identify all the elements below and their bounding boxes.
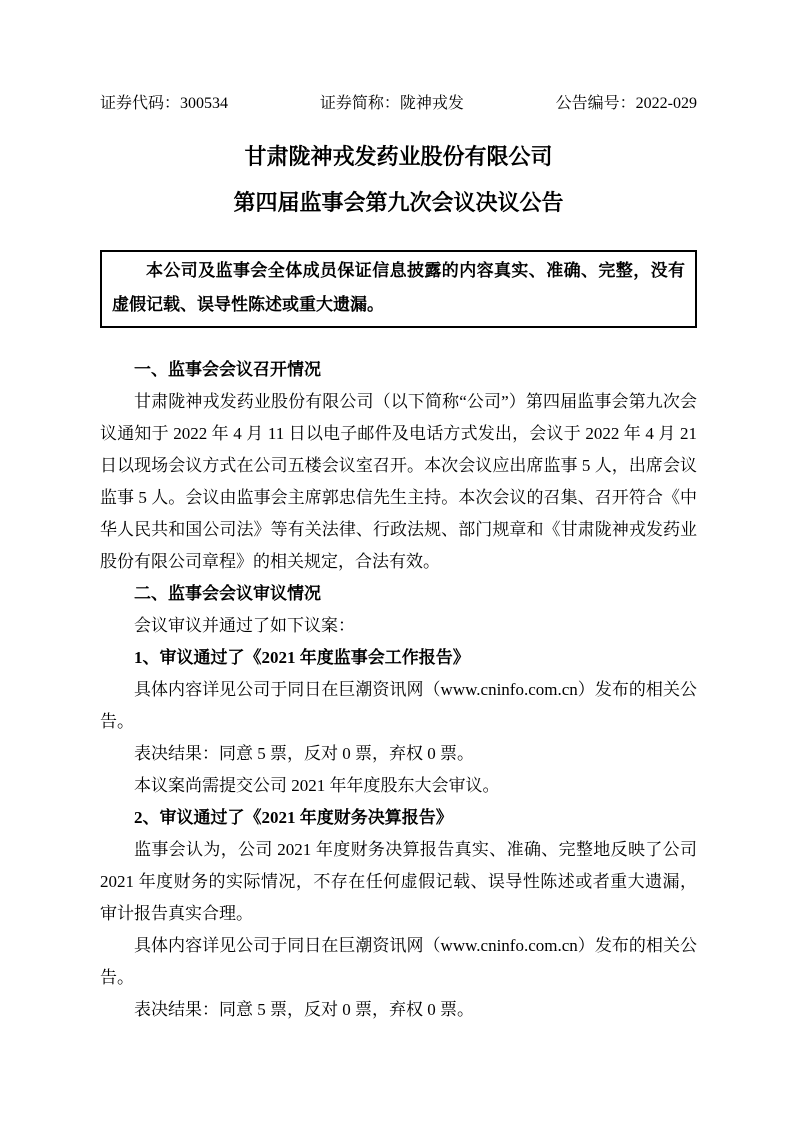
item1-heading: 1、审议通过了《2021 年度监事会工作报告》	[134, 648, 470, 667]
item2-vote-result: 表决结果：同意 5 票，反对 0 票，弃权 0 票。	[134, 1000, 474, 1019]
section1-heading: 一、监事会会议召开情况	[134, 360, 321, 379]
stock-short-name-label: 证券简称：陇神戎发	[319, 95, 464, 112]
document-header-row	[100, 93, 697, 114]
company-name-title: 甘肃陇神戎发药业股份有限公司	[244, 144, 553, 169]
section1-paragraph: 甘肃陇神戎发药业股份有限公司（以下简称“公司”）第四届监事会第九次会议通知于 2022 年 4 月 11 日以电子邮件及电话方式发出，会议于 2022 年 4 月 21 日以现场会议方式在公司五楼会议室召开。本次会议应出席监事 5 人，出席会议监事 5 人。会议由监事会主席郭忠信先生主持。本次会议的召集、召开符合《中华人民共和国公司法》等有关法律、行政法规、部门规章和《甘肃陇神戎发药业股份有限公司章程》的相关规定，合法有效。	[100, 392, 697, 571]
item1-submission-note: 本议案尚需提交公司 2021 年年度股东大会审议。	[134, 776, 500, 795]
meeting-resolution-title: 第四届监事会第九次会议决议公告	[233, 190, 564, 215]
announcement-number-label: 公告编号：2022-029	[555, 95, 697, 112]
item2-heading: 2、审议通过了《2021 年度财务决算报告》	[134, 808, 453, 827]
item2-opinion: 监事会认为，公司 2021 年度财务决算报告真实、准确、完整地反映了公司 2021 年度财务的实际情况，不存在任何虚假记载、误导性陈述或者重大遗漏，审计报告真实合理。	[100, 840, 697, 923]
section2-intro: 会议审议并通过了如下议案：	[134, 616, 355, 635]
disclaimer-text: 本公司及监事会全体成员保证信息披露的内容真实、准确、完整，没有虚假记载、误导性陈述或重大遗漏。	[112, 261, 685, 314]
item1-detail: 具体内容详见公司于同日在巨潮资讯网（www.cninfo.com.cn）发布的相关公告。	[100, 680, 697, 731]
item2-detail: 具体内容详见公司于同日在巨潮资讯网（www.cninfo.com.cn）发布的相关公告。	[100, 936, 697, 987]
disclaimer-box	[100, 250, 697, 328]
item1-vote-result: 表决结果：同意 5 票，反对 0 票，弃权 0 票。	[134, 744, 474, 763]
stock-code-label: 证券代码：300534	[100, 95, 229, 112]
section2-heading: 二、监事会会议审议情况	[134, 584, 321, 603]
